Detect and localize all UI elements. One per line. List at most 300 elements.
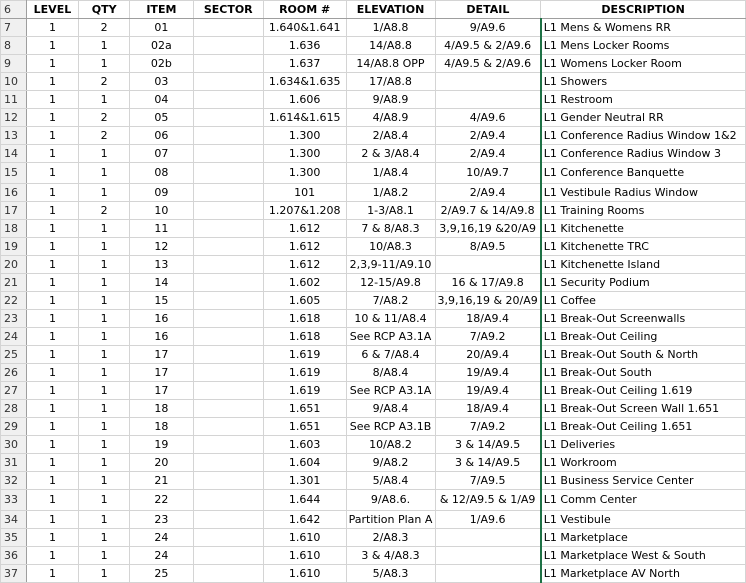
cell-level[interactable]: 1 xyxy=(26,202,78,220)
cell-level[interactable]: 1 xyxy=(26,19,78,37)
cell-room[interactable]: 1.603 xyxy=(263,436,346,454)
cell-room[interactable]: 1.300 xyxy=(263,145,346,163)
header-description[interactable]: DESCRIPTION xyxy=(541,1,746,19)
cell-item[interactable]: 04 xyxy=(130,91,194,109)
cell-level[interactable]: 1 xyxy=(26,163,78,184)
row-number: 25 xyxy=(1,346,27,364)
cell-detail[interactable]: 2/A9.7 & 14/A9.8 xyxy=(435,202,541,220)
cell-level[interactable]: 1 xyxy=(26,292,78,310)
cell-sector[interactable] xyxy=(193,328,263,346)
cell-sector[interactable] xyxy=(193,490,263,511)
cell-room[interactable]: 1.612 xyxy=(263,220,346,238)
cell-qty[interactable]: 1 xyxy=(79,490,130,511)
row-number: 24 xyxy=(1,328,27,346)
cell-elevation[interactable]: 8/A8.4 xyxy=(346,364,435,382)
cell-detail[interactable]: 4/A9.6 xyxy=(435,109,541,127)
cell-sector[interactable] xyxy=(193,256,263,274)
cell-sector[interactable] xyxy=(193,436,263,454)
table-row xyxy=(1,292,746,310)
cell-qty[interactable]: 2 xyxy=(79,127,130,145)
cell-item[interactable]: 16 xyxy=(130,310,194,328)
cell-qty[interactable]: 1 xyxy=(79,310,130,328)
cell-detail[interactable]: 1/A9.6 xyxy=(435,511,541,529)
cell-detail[interactable]: 3 & 14/A9.5 xyxy=(435,454,541,472)
table-row xyxy=(1,37,746,55)
cell-item[interactable]: 18 xyxy=(130,418,194,436)
cell-qty[interactable]: 2 xyxy=(79,73,130,91)
cell-room[interactable]: 1.651 xyxy=(263,400,346,418)
cell-level[interactable]: 1 xyxy=(26,328,78,346)
cell-sector[interactable] xyxy=(193,454,263,472)
cell-elevation[interactable]: 17/A8.8 xyxy=(346,73,435,91)
row-number: 16 xyxy=(1,184,27,202)
cell-level[interactable]: 1 xyxy=(26,55,78,73)
cell-sector[interactable] xyxy=(193,292,263,310)
cell-item[interactable]: 19 xyxy=(130,436,194,454)
table-row xyxy=(1,127,746,145)
cell-sector[interactable] xyxy=(193,547,263,565)
cell-description[interactable]: L1 Restroom xyxy=(541,91,746,109)
cell-detail[interactable] xyxy=(435,565,541,583)
cell-elevation[interactable]: See RCP A3.1A xyxy=(346,328,435,346)
cell-room[interactable]: 1.300 xyxy=(263,163,346,184)
cell-qty[interactable]: 1 xyxy=(79,55,130,73)
cell-room[interactable]: 1.651 xyxy=(263,418,346,436)
cell-description[interactable]: L1 Break-Out South xyxy=(541,364,746,382)
row-number: 33 xyxy=(1,490,27,511)
cell-level[interactable]: 1 xyxy=(26,37,78,55)
cell-sector[interactable] xyxy=(193,55,263,73)
cell-item[interactable]: 25 xyxy=(130,565,194,583)
cell-sector[interactable] xyxy=(193,511,263,529)
cell-description[interactable]: L1 Kitchenette TRC xyxy=(541,238,746,256)
cell-detail[interactable]: 16 & 17/A9.8 xyxy=(435,274,541,292)
cell-item[interactable]: 02b xyxy=(130,55,194,73)
cell-detail[interactable]: 7/A9.2 xyxy=(435,328,541,346)
table-row xyxy=(1,274,746,292)
cell-qty[interactable]: 1 xyxy=(79,454,130,472)
cell-detail[interactable] xyxy=(435,547,541,565)
cell-detail[interactable]: 4/A9.5 & 2/A9.6 xyxy=(435,55,541,73)
cell-detail[interactable]: 9/A9.6 xyxy=(435,19,541,37)
row-number: 21 xyxy=(1,274,27,292)
cell-sector[interactable] xyxy=(193,37,263,55)
cell-room[interactable]: 1.637 xyxy=(263,55,346,73)
cell-elevation[interactable]: 4/A8.9 xyxy=(346,109,435,127)
header-level[interactable]: LEVEL xyxy=(26,1,78,19)
cell-level[interactable]: 1 xyxy=(26,109,78,127)
cell-item[interactable]: 07 xyxy=(130,145,194,163)
cell-item[interactable]: 06 xyxy=(130,127,194,145)
cell-qty[interactable]: 1 xyxy=(79,472,130,490)
cell-room[interactable]: 1.610 xyxy=(263,565,346,583)
cell-room[interactable]: 1.612 xyxy=(263,238,346,256)
cell-elevation[interactable]: 9/A8.6. xyxy=(346,490,435,511)
row-number[interactable]: 6 xyxy=(1,1,27,19)
cell-qty[interactable]: 1 xyxy=(79,184,130,202)
cell-elevation[interactable]: 1/A8.2 xyxy=(346,184,435,202)
row-number: 13 xyxy=(1,127,27,145)
table-row xyxy=(1,55,746,73)
cell-description[interactable]: L1 Marketplace AV North xyxy=(541,565,746,583)
cell-sector[interactable] xyxy=(193,310,263,328)
cell-sector[interactable] xyxy=(193,238,263,256)
cell-qty[interactable]: 1 xyxy=(79,256,130,274)
table-row xyxy=(1,511,746,529)
cell-detail[interactable]: 3,9,16,19 &20/A9 xyxy=(435,220,541,238)
cell-qty[interactable]: 1 xyxy=(79,346,130,364)
cell-description[interactable]: L1 Deliveries xyxy=(541,436,746,454)
cell-room[interactable]: 1.612 xyxy=(263,256,346,274)
cell-elevation[interactable]: 1/A8.4 xyxy=(346,163,435,184)
cell-level[interactable]: 1 xyxy=(26,256,78,274)
cell-room[interactable]: 1.636 xyxy=(263,37,346,55)
row-number: 19 xyxy=(1,238,27,256)
cell-description[interactable]: L1 Showers xyxy=(541,73,746,91)
cell-detail[interactable]: 2/A9.4 xyxy=(435,145,541,163)
cell-elevation[interactable]: 10 & 11/A8.4 xyxy=(346,310,435,328)
table-row xyxy=(1,145,746,163)
cell-level[interactable]: 1 xyxy=(26,220,78,238)
cell-item[interactable]: 09 xyxy=(130,184,194,202)
cell-qty[interactable]: 1 xyxy=(79,274,130,292)
cell-elevation[interactable]: 9/A8.9 xyxy=(346,91,435,109)
cell-detail[interactable] xyxy=(435,91,541,109)
cell-detail[interactable]: 10/A9.7 xyxy=(435,163,541,184)
cell-qty[interactable]: 1 xyxy=(79,418,130,436)
cell-qty[interactable]: 1 xyxy=(79,91,130,109)
cell-qty[interactable]: 1 xyxy=(79,400,130,418)
cell-qty[interactable]: 2 xyxy=(79,202,130,220)
cell-qty[interactable]: 1 xyxy=(79,37,130,55)
cell-qty[interactable]: 1 xyxy=(79,529,130,547)
cell-elevation[interactable]: 5/A8.3 xyxy=(346,565,435,583)
cell-room[interactable]: 1.619 xyxy=(263,346,346,364)
cell-item[interactable]: 03 xyxy=(130,73,194,91)
cell-sector[interactable] xyxy=(193,163,263,184)
cell-level[interactable]: 1 xyxy=(26,547,78,565)
cell-item[interactable]: 24 xyxy=(130,547,194,565)
row-number: 23 xyxy=(1,310,27,328)
cell-sector[interactable] xyxy=(193,91,263,109)
cell-item[interactable]: 16 xyxy=(130,328,194,346)
row-number: 29 xyxy=(1,418,27,436)
cell-item[interactable]: 24 xyxy=(130,529,194,547)
cell-qty[interactable]: 1 xyxy=(79,565,130,583)
cell-elevation[interactable]: 5/A8.4 xyxy=(346,472,435,490)
cell-qty[interactable]: 1 xyxy=(79,328,130,346)
table-row xyxy=(1,109,746,127)
cell-description[interactable]: L1 Break-Out Ceiling 1.651 xyxy=(541,418,746,436)
cell-detail[interactable]: 7/A9.5 xyxy=(435,472,541,490)
cell-elevation[interactable]: 7/A8.2 xyxy=(346,292,435,310)
cell-level[interactable]: 1 xyxy=(26,472,78,490)
cell-sector[interactable] xyxy=(193,73,263,91)
cell-sector[interactable] xyxy=(193,382,263,400)
cell-qty[interactable]: 1 xyxy=(79,220,130,238)
cell-description[interactable]: L1 Vestibule Radius Window xyxy=(541,184,746,202)
cell-item[interactable]: 20 xyxy=(130,454,194,472)
cell-sector[interactable] xyxy=(193,346,263,364)
cell-level[interactable]: 1 xyxy=(26,364,78,382)
cell-detail[interactable] xyxy=(435,256,541,274)
cell-elevation[interactable]: See RCP A3.1A xyxy=(346,382,435,400)
cell-elevation[interactable]: 1/A8.8 xyxy=(346,19,435,37)
cell-detail[interactable]: 4/A9.5 & 2/A9.6 xyxy=(435,37,541,55)
cell-description[interactable]: L1 Comm Center xyxy=(541,490,746,511)
cell-sector[interactable] xyxy=(193,565,263,583)
cell-sector[interactable] xyxy=(193,19,263,37)
row-number: 9 xyxy=(1,55,27,73)
cell-qty[interactable]: 2 xyxy=(79,109,130,127)
header-room[interactable]: ROOM # xyxy=(263,1,346,19)
cell-item[interactable]: 15 xyxy=(130,292,194,310)
cell-room[interactable]: 1.642 xyxy=(263,511,346,529)
cell-item[interactable]: 14 xyxy=(130,274,194,292)
cell-elevation[interactable]: See RCP A3.1B xyxy=(346,418,435,436)
cell-level[interactable]: 1 xyxy=(26,145,78,163)
cell-description[interactable]: L1 Break-Out Ceiling xyxy=(541,328,746,346)
cell-elevation[interactable]: 9/A8.4 xyxy=(346,400,435,418)
cell-description[interactable]: L1 Break-Out South & North xyxy=(541,346,746,364)
cell-description[interactable]: L1 Marketplace xyxy=(541,529,746,547)
cell-sector[interactable] xyxy=(193,220,263,238)
cell-level[interactable]: 1 xyxy=(26,238,78,256)
cell-level[interactable]: 1 xyxy=(26,454,78,472)
cell-item[interactable]: 17 xyxy=(130,346,194,364)
cell-description[interactable]: L1 Workroom xyxy=(541,454,746,472)
row-number: 35 xyxy=(1,529,27,547)
cell-qty[interactable]: 1 xyxy=(79,163,130,184)
cell-qty[interactable]: 1 xyxy=(79,511,130,529)
cell-elevation[interactable]: 2 & 3/A8.4 xyxy=(346,145,435,163)
cell-level[interactable]: 1 xyxy=(26,511,78,529)
cell-detail[interactable]: & 12/A9.5 & 1/A9 xyxy=(435,490,541,511)
cell-elevation[interactable]: 10/A8.2 xyxy=(346,436,435,454)
table-row xyxy=(1,436,746,454)
cell-description[interactable]: L1 Coffee xyxy=(541,292,746,310)
cell-level[interactable]: 1 xyxy=(26,529,78,547)
table-row xyxy=(1,184,746,202)
table-row xyxy=(1,310,746,328)
cell-description[interactable]: L1 Vestibule xyxy=(541,511,746,529)
cell-detail[interactable]: 2/A9.4 xyxy=(435,184,541,202)
cell-detail[interactable]: 3 & 14/A9.5 xyxy=(435,436,541,454)
cell-description[interactable]: L1 Business Service Center xyxy=(541,472,746,490)
cell-elevation[interactable]: 14/A8.8 xyxy=(346,37,435,55)
cell-room[interactable]: 1.619 xyxy=(263,382,346,400)
cell-description[interactable]: L1 Marketplace West & South xyxy=(541,547,746,565)
header-detail[interactable]: DETAIL xyxy=(435,1,541,19)
table-row xyxy=(1,328,746,346)
cell-level[interactable]: 1 xyxy=(26,91,78,109)
cell-room[interactable]: 1.614&1.615 xyxy=(263,109,346,127)
cell-item[interactable]: 10 xyxy=(130,202,194,220)
cell-item[interactable]: 21 xyxy=(130,472,194,490)
cell-elevation[interactable]: 10/A8.3 xyxy=(346,238,435,256)
cell-detail[interactable]: 18/A9.4 xyxy=(435,310,541,328)
cell-detail[interactable]: 3,9,16,19 & 20/A9 xyxy=(435,292,541,310)
cell-sector[interactable] xyxy=(193,529,263,547)
cell-qty[interactable]: 1 xyxy=(79,382,130,400)
cell-room[interactable]: 1.634&1.635 xyxy=(263,73,346,91)
table-row xyxy=(1,400,746,418)
cell-description[interactable]: L1 Conference Banquette xyxy=(541,163,746,184)
cell-level[interactable]: 1 xyxy=(26,382,78,400)
cell-item[interactable]: 22 xyxy=(130,490,194,511)
table-row xyxy=(1,91,746,109)
cell-item[interactable]: 11 xyxy=(130,220,194,238)
cell-level[interactable]: 1 xyxy=(26,565,78,583)
cell-room[interactable]: 1.618 xyxy=(263,310,346,328)
cell-description[interactable]: L1 Mens Locker Rooms xyxy=(541,37,746,55)
cell-item[interactable]: 05 xyxy=(130,109,194,127)
cell-description[interactable]: L1 Mens & Womens RR xyxy=(541,19,746,37)
table-row xyxy=(1,364,746,382)
table-row xyxy=(1,73,746,91)
cell-detail[interactable] xyxy=(435,529,541,547)
cell-elevation[interactable]: 14/A8.8 OPP xyxy=(346,55,435,73)
cell-elevation[interactable]: 2/A8.4 xyxy=(346,127,435,145)
row-number: 20 xyxy=(1,256,27,274)
cell-description[interactable]: L1 Break-Out Ceiling 1.619 xyxy=(541,382,746,400)
cell-description[interactable]: L1 Break-Out Screenwalls xyxy=(541,310,746,328)
cell-room[interactable]: 1.606 xyxy=(263,91,346,109)
row-number: 14 xyxy=(1,145,27,163)
cell-sector[interactable] xyxy=(193,364,263,382)
cell-room[interactable]: 1.610 xyxy=(263,547,346,565)
cell-qty[interactable]: 1 xyxy=(79,547,130,565)
cell-room[interactable]: 1.644 xyxy=(263,490,346,511)
cell-level[interactable]: 1 xyxy=(26,310,78,328)
cell-sector[interactable] xyxy=(193,202,263,220)
cell-level[interactable]: 1 xyxy=(26,184,78,202)
cell-room[interactable]: 101 xyxy=(263,184,346,202)
cell-sector[interactable] xyxy=(193,145,263,163)
cell-description[interactable]: L1 Kitchenette xyxy=(541,220,746,238)
cell-item[interactable]: 01 xyxy=(130,19,194,37)
cell-description[interactable]: L1 Conference Radius Window 3 xyxy=(541,145,746,163)
cell-level[interactable]: 1 xyxy=(26,73,78,91)
cell-level[interactable]: 1 xyxy=(26,274,78,292)
cell-item[interactable]: 17 xyxy=(130,382,194,400)
cell-sector[interactable] xyxy=(193,184,263,202)
cell-item[interactable]: 02a xyxy=(130,37,194,55)
cell-qty[interactable]: 1 xyxy=(79,436,130,454)
cell-description[interactable]: L1 Conference Radius Window 1&2 xyxy=(541,127,746,145)
cell-room[interactable]: 1.640&1.641 xyxy=(263,19,346,37)
cell-room[interactable]: 1.618 xyxy=(263,328,346,346)
cell-elevation[interactable]: 12-15/A9.8 xyxy=(346,274,435,292)
cell-elevation[interactable]: 9/A8.2 xyxy=(346,454,435,472)
row-number: 26 xyxy=(1,364,27,382)
table-row xyxy=(1,202,746,220)
row-number: 7 xyxy=(1,19,27,37)
table-row xyxy=(1,346,746,364)
cell-sector[interactable] xyxy=(193,109,263,127)
cell-item[interactable]: 23 xyxy=(130,511,194,529)
cell-level[interactable]: 1 xyxy=(26,346,78,364)
cell-description[interactable]: L1 Kitchenette Island xyxy=(541,256,746,274)
cell-room[interactable]: 1.605 xyxy=(263,292,346,310)
table-row xyxy=(1,220,746,238)
cell-qty[interactable]: 2 xyxy=(79,19,130,37)
header-sector[interactable]: SECTOR xyxy=(193,1,263,19)
cell-qty[interactable]: 1 xyxy=(79,364,130,382)
cell-description[interactable]: L1 Security Podium xyxy=(541,274,746,292)
cell-detail[interactable] xyxy=(435,73,541,91)
cell-item[interactable]: 18 xyxy=(130,400,194,418)
cell-qty[interactable]: 1 xyxy=(79,292,130,310)
cell-room[interactable]: 1.301 xyxy=(263,472,346,490)
cell-description[interactable]: L1 Break-Out Screen Wall 1.651 xyxy=(541,400,746,418)
cell-room[interactable]: 1.604 xyxy=(263,454,346,472)
cell-room[interactable]: 1.619 xyxy=(263,364,346,382)
cell-detail[interactable]: 19/A9.4 xyxy=(435,364,541,382)
cell-room[interactable]: 1.602 xyxy=(263,274,346,292)
cell-room[interactable]: 1.610 xyxy=(263,529,346,547)
cell-room[interactable]: 1.207&1.208 xyxy=(263,202,346,220)
cell-item[interactable]: 12 xyxy=(130,238,194,256)
cell-room[interactable]: 1.300 xyxy=(263,127,346,145)
header-item[interactable]: ITEM xyxy=(130,1,194,19)
cell-elevation[interactable]: 3 & 4/A8.3 xyxy=(346,547,435,565)
cell-description[interactable]: L1 Womens Locker Room xyxy=(541,55,746,73)
header-qty[interactable]: QTY xyxy=(79,1,130,19)
cell-detail[interactable]: 18/A9.4 xyxy=(435,400,541,418)
cell-detail[interactable]: 19/A9.4 xyxy=(435,382,541,400)
cell-elevation[interactable]: 2/A8.3 xyxy=(346,529,435,547)
row-number: 22 xyxy=(1,292,27,310)
row-number: 36 xyxy=(1,547,27,565)
cell-detail[interactable]: 20/A9.4 xyxy=(435,346,541,364)
cell-level[interactable]: 1 xyxy=(26,490,78,511)
cell-detail[interactable]: 7/A9.2 xyxy=(435,418,541,436)
row-number: 17 xyxy=(1,202,27,220)
cell-sector[interactable] xyxy=(193,418,263,436)
row-number: 37 xyxy=(1,565,27,583)
cell-elevation[interactable]: 1-3/A8.1 xyxy=(346,202,435,220)
cell-item[interactable]: 08 xyxy=(130,163,194,184)
cell-level[interactable]: 1 xyxy=(26,127,78,145)
cell-elevation[interactable]: 6 & 7/A8.4 xyxy=(346,346,435,364)
row-number: 11 xyxy=(1,91,27,109)
cell-detail[interactable]: 2/A9.4 xyxy=(435,127,541,145)
cell-description[interactable]: L1 Gender Neutral RR xyxy=(541,109,746,127)
cell-detail[interactable]: 8/A9.5 xyxy=(435,238,541,256)
cell-level[interactable]: 1 xyxy=(26,400,78,418)
cell-sector[interactable] xyxy=(193,127,263,145)
cell-level[interactable]: 1 xyxy=(26,436,78,454)
cell-qty[interactable]: 1 xyxy=(79,238,130,256)
header-elevation[interactable]: ELEVATION xyxy=(346,1,435,19)
cell-item[interactable]: 17 xyxy=(130,364,194,382)
cell-level[interactable]: 1 xyxy=(26,418,78,436)
cell-sector[interactable] xyxy=(193,400,263,418)
cell-elevation[interactable]: 2,3,9-11/A9.10 xyxy=(346,256,435,274)
table-row xyxy=(1,565,746,583)
cell-qty[interactable]: 1 xyxy=(79,145,130,163)
table-row xyxy=(1,418,746,436)
row-number: 31 xyxy=(1,454,27,472)
cell-item[interactable]: 13 xyxy=(130,256,194,274)
cell-sector[interactable] xyxy=(193,472,263,490)
cell-elevation[interactable]: Partition Plan A xyxy=(346,511,435,529)
cell-sector[interactable] xyxy=(193,274,263,292)
cell-description[interactable]: L1 Training Rooms xyxy=(541,202,746,220)
table-row xyxy=(1,529,746,547)
cell-elevation[interactable]: 7 & 8/A8.3 xyxy=(346,220,435,238)
